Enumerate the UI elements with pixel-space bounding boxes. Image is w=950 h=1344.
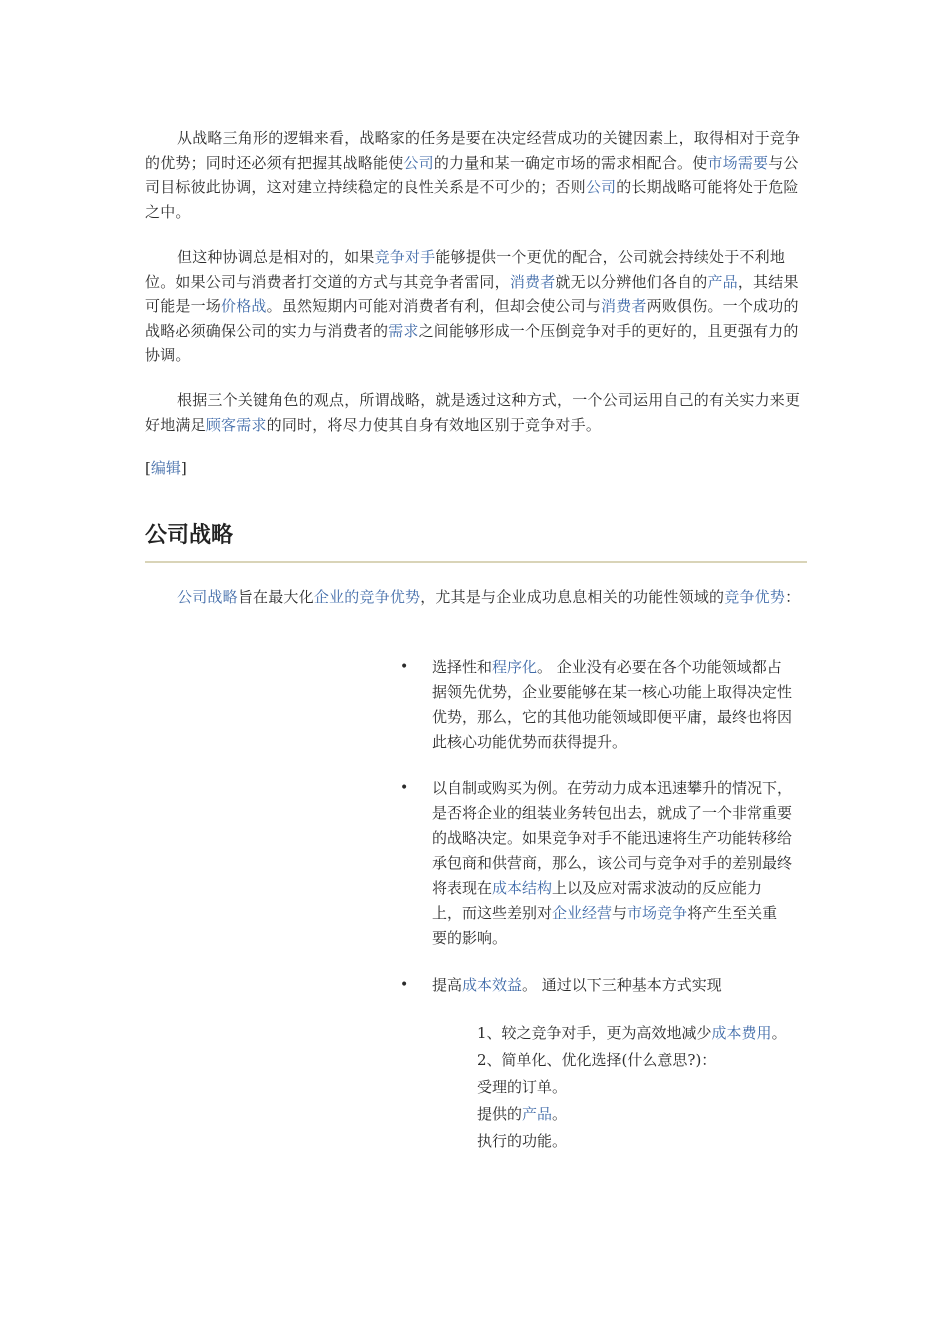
text: 的力量和某一确定市场的需求相配合。使 (433, 153, 708, 172)
bullet-icon: • (400, 780, 409, 796)
bracket-close: ] (180, 459, 187, 477)
link-price-war[interactable]: 价格战 (221, 297, 267, 315)
link-corporate-strategy[interactable]: 公司战略 (177, 588, 238, 606)
text: 旨在最大化 (237, 588, 314, 606)
text: 从战略三角形的逻辑来看，战略家的任务是要在决定经营成功的关键因素上，取得相对于竞争的优势；同时还必须有把握其战略能使 (145, 129, 801, 172)
link-company[interactable]: 公司 (403, 153, 434, 172)
link-customer-demand[interactable]: 顾客需求 (205, 415, 267, 434)
text: 。 通过以下三种基本方式实现 (522, 976, 722, 994)
link-competitor[interactable]: 竞争对手 (374, 248, 436, 266)
section-heading: 公司战略 (145, 523, 234, 548)
link-competitive-advantage[interactable]: 竞争优势 (724, 588, 786, 606)
text: 之间能够形成一个压倒竞争对手的更好的，且更强有力的协调。 (145, 321, 799, 364)
text: 。 企业没有必要在各个功能领域都占据领先优势，企业要能够在某一核心功能上取得决定性优势，那么，它的其他功能领域即便平庸，最终也将因此核心功能优势而获得提升。 (432, 658, 793, 751)
bullet-icon: • (400, 659, 409, 675)
sub-item-functions: 执行的功能。 (477, 1132, 568, 1150)
sub-item-products (477, 1101, 567, 1128)
sub-item-orders: 受理的订单。 (477, 1078, 568, 1096)
sub-item-simplify: 2、简单化、优化选择(什么意思?)： (477, 1051, 717, 1069)
link-company[interactable]: 公司 (585, 178, 617, 196)
link-product[interactable]: 产品 (707, 272, 738, 291)
paragraph-corporate-strategy (145, 585, 807, 610)
link-business-operation[interactable]: 企业经营 (552, 904, 613, 922)
list-item-text (432, 776, 792, 951)
text: 。 (552, 1105, 568, 1123)
list-item-text (432, 973, 792, 998)
link-competitive-advantage[interactable]: 企业的竞争优势 (313, 588, 421, 606)
link-market-demand[interactable]: 市场需要 (707, 153, 769, 172)
bullet-icon: • (400, 977, 409, 993)
text: 两败俱伤。一个成功的战略必须确保公司的实力与消费者的 (145, 297, 799, 340)
text: 。虽然短期内可能对消费者有利，但却会使公司与 (266, 297, 602, 315)
link-cost-expense[interactable]: 成本费用 (711, 1024, 772, 1042)
text: ，尤其是与企业成功息息相关的功能性领域的 (420, 588, 725, 606)
link-consumer[interactable]: 消费者 (509, 272, 556, 291)
text: 但这种协调总是相对的，如果 (177, 248, 375, 266)
text: 上以及应对需求波动的反应能力上，而这些差别对 (432, 879, 763, 922)
edit-section (145, 456, 187, 480)
bracket-open: [ (145, 459, 151, 477)
text: 1、较之竞争对手，更为高效地减少 (477, 1024, 712, 1042)
link-cost-structure[interactable]: 成本结构 (492, 879, 553, 897)
sub-item-reduce-cost (477, 1020, 787, 1047)
text: 提供的 (477, 1105, 523, 1123)
text: 的同时，将尽力使其自身有效地区别于竞争对手。 (266, 415, 602, 434)
text: 与 (612, 904, 628, 922)
text: ： (785, 588, 801, 606)
link-product[interactable]: 产品 (522, 1105, 553, 1123)
text: 与公司目标彼此协调，这对建立持续稳定的良性关系是不可少的；否则 (145, 153, 799, 196)
text: 能够提供一个更优的配合，公司就会持续处于不利地位。如果公司与消费者打交道的方式与其竞争者雷同， (145, 248, 786, 291)
edit-link[interactable]: 编辑 (150, 459, 181, 477)
link-consumer[interactable]: 消费者 (601, 297, 647, 315)
text: 将产生至关重要的影响。 (432, 904, 778, 947)
list-item-text (432, 655, 792, 755)
heading-divider (145, 561, 807, 563)
paragraph-strategy-definition (145, 388, 807, 437)
text: 提高 (432, 976, 463, 994)
paragraph-strategy-triangle (145, 126, 807, 224)
text: 。 (771, 1024, 787, 1042)
text: 选择性和 (432, 658, 493, 676)
text: 就无以分辨他们各自的 (555, 272, 708, 291)
paragraph-coordination (145, 245, 807, 368)
text: 根据三个关键角色的观点，所谓战略，就是透过这种方式，一个公司运用自己的有关实力来更好地满足 (145, 391, 801, 434)
text: ，其结果可能是一场 (145, 272, 799, 315)
link-market-competition[interactable]: 市场竞争 (627, 904, 688, 922)
link-programming[interactable]: 程序化 (492, 658, 538, 676)
link-cost-efficiency[interactable]: 成本效益 (462, 976, 523, 994)
text: 的长期战略可能将处于危险之中。 (145, 178, 799, 221)
text: 以自制或购买为例。在劳动力成本迅速攀升的情况下，是否将企业的组装业务转包出去，就成了一个非常重要的战略决定。如果竞争对手不能迅速将生产功能转移给承包商和供营商，那么，该公司与竞争对手的差别最终将表现在 (432, 779, 793, 897)
link-demand[interactable]: 需求 (388, 321, 419, 340)
